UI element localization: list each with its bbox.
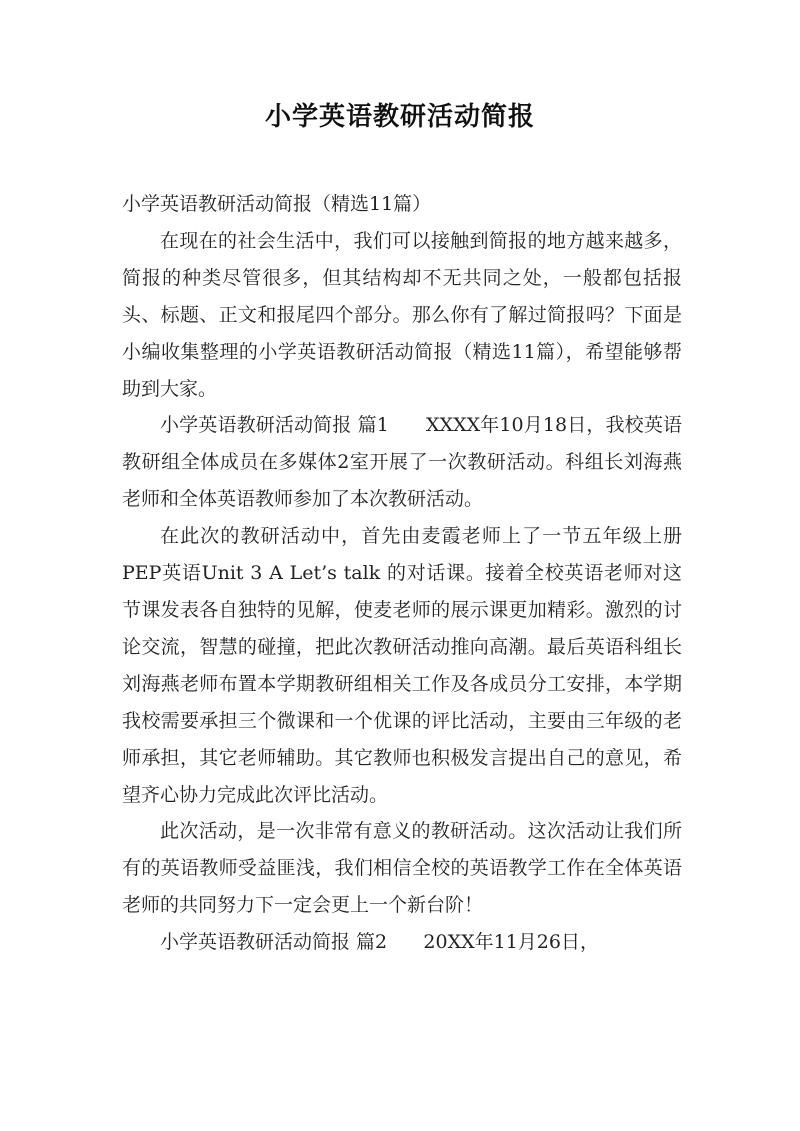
article1-heading: 小学英语教研活动简报 篇1: [160, 414, 389, 437]
page-title: 小学英语教研活动简报: [264, 102, 535, 132]
article1-paragraph-3: 此次活动，是一次非常有意义的教研活动。这次活动让我们所有的英语教师受益匪浅，我们相信全校的英语教学工作在全体英语老师的共同努力下一定会更上一个新台阶！: [122, 820, 682, 917]
intro-paragraph: 在现在的社会生活中，我们可以接触到简报的地方越来越多，简报的种类尽管很多，但其结构却不无共同之处，一般都包括报头、标题、正文和报尾四个部分。那么你有了解过简报吗？下面是小编收集整理的小学英语教研活动简报（精选11篇），希望能够帮助到大家。: [122, 229, 682, 400]
article1-lead: [122, 407, 682, 518]
article2-lead: [122, 924, 682, 961]
document-subtitle: 小学英语教研活动简报（精选11篇）: [122, 193, 432, 215]
article1-paragraph-1: 我校英语教研组全体成员在多媒体2室开展了一次教研活动。科组长刘海燕老师和全体英语教师参加了本次教研活动。: [122, 414, 682, 511]
article2-heading: 小学英语教研活动简报 篇2: [160, 931, 388, 954]
article1-date: XXXX年10月18日，: [426, 414, 606, 437]
document-body: [122, 186, 682, 961]
article2-date: 20XX年11月26日，: [423, 931, 599, 954]
article1-paragraph-2: 在此次的教研活动中，首先由麦霞老师上了一节五年级上册PEP英语Unit 3 A Let’s talk 的对话课。接着全校英语老师对这节课发表各自独特的见解，使麦老师的展示课更加精彩。激烈的讨论交流，智慧的碰撞，把此次教研活动推向高潮。最后英语科组长刘海燕老师布置本学期教研组相关工作及各成员分工安排，本学期我校需要承担三个微课和一个优课的评比活动，主要由三年级的老师承担，其它老师辅助。其它教师也积极发言提出自己的意见，希望齐心协力完成此次评比活动。: [122, 525, 682, 806]
